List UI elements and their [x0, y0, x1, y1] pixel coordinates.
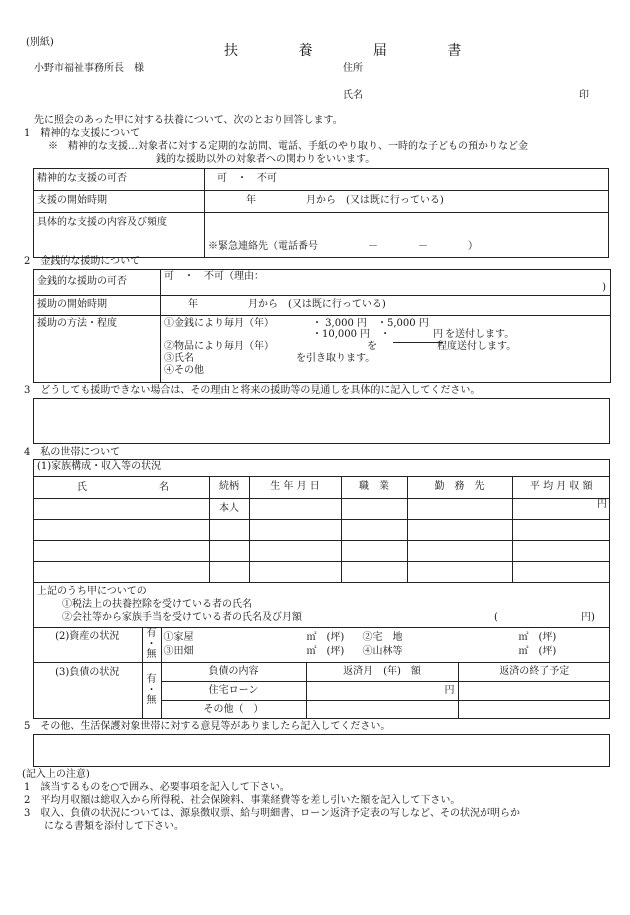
s1-label-possible: 精神的な支援の可否 [34, 169, 205, 191]
assets-table [33, 627, 610, 663]
family-subheading: (1)家族構成・収入等の状況 [37, 461, 162, 472]
address-label: 住所 [343, 63, 363, 74]
s1-value-detail[interactable]: ※緊急連絡先（電話番号 － － ） [205, 213, 609, 258]
assets-yes-no[interactable]: 有 ・ 無 [142, 628, 161, 663]
family-table [33, 476, 610, 583]
section2-heading: 2 金銭的な援助について [24, 256, 141, 267]
s1-label-detail: 具体的な支援の内容及び頻度 [34, 213, 205, 258]
col-dob: 生 年 月 日 [249, 477, 341, 499]
s2-label-start: 援助の開始時期 [34, 296, 161, 316]
col-job: 職 業 [341, 477, 407, 499]
s2-label-method: 援助の方法・程度 [34, 316, 161, 383]
debt-other[interactable]: その他（ ） [161, 701, 306, 719]
addressee: 小野市福祉事務所長 様 [34, 63, 144, 74]
debt-col-end: 返済の終了予定 [458, 663, 610, 682]
among-label: 上記のうち甲についての [37, 586, 147, 597]
section1-note-cont: 銭的な援助以外の対象者への関わりをいいます。 [156, 154, 376, 165]
col-name: 氏 名 [33, 477, 209, 499]
debt-col-monthly: 返済月 (年) 額 [306, 663, 458, 682]
tax-dependent-label: ①税法上の扶養控除を受けている者の氏名 [62, 599, 252, 610]
note-3: 3 収入、負債の状況については、源泉徴収票、給与明細書、ローン返済予定表の写しなど、その状況が明らか [24, 808, 520, 819]
section5-heading: 5 その他、生活保護対象世帯に対する意見等がありましたら記入してください。 [24, 721, 391, 732]
col-income: 平 均 月 収 額 [512, 477, 610, 499]
table-row [33, 499, 610, 520]
debt-housing-loan: 住宅ローン [161, 682, 306, 701]
self-relation: 本人 [209, 499, 249, 520]
notes-heading: (記入上の注意) [22, 769, 90, 780]
s2-value-possible[interactable]: 可 ・ 不可（理由： ) [161, 270, 611, 296]
seal-mark: 印 [579, 90, 589, 101]
section5-opinion-box[interactable] [33, 734, 610, 767]
section2-table [33, 269, 611, 383]
table-row [33, 520, 610, 541]
debt-yes-no[interactable]: 有 ・ 無 [142, 663, 161, 719]
allowance-open: ( [494, 612, 498, 623]
section3-reason-box[interactable] [33, 398, 610, 444]
col-relation: 続柄 [209, 477, 249, 499]
note-1: 1 該当するものを○で囲み、必要事項を記入して下さい。 [24, 782, 290, 793]
attachment-label: (別紙) [26, 37, 54, 48]
income-yen[interactable]: 円 [512, 499, 610, 520]
section1-table [33, 168, 609, 258]
s2-label-possible: 金銭的な援助の可否 [34, 270, 161, 296]
section4-heading: 4 私の世帯について [24, 447, 121, 458]
note-3-cont: になる書類を添付して下さい。 [44, 821, 184, 832]
s1-value-start[interactable]: 年 月から (又は既に行っている) [205, 191, 609, 213]
allowance-close: 円) [581, 612, 595, 623]
name-label: 氏名 [343, 90, 363, 101]
section1-note: ※ 精神的な支援…対象者に対する定期的な訪問、電話、手紙のやり取り、一時的な子どもの預かりなど金 [48, 141, 528, 152]
table-row [33, 541, 610, 562]
intro-text: 先に照会のあった甲に対する扶養について、次のとおり回答します。 [34, 115, 343, 126]
s2-value-method[interactable]: ①金銭により毎月（年） ・ 3,000 円 ・5,000 円 ・10,000 円 ・ 円 を送付します。 ②物品により毎月（年） を 程度送付します。 ③氏名 を引き取ります。 ④その他 [161, 316, 611, 383]
section1-heading: 1 精神的な支援について [24, 128, 141, 139]
s1-value-possible[interactable]: 可 ・ 不可 [205, 169, 609, 191]
note-2: 2 平均月収額は総収入から所得税、社会保険料、事業経費等を差し引いた額を記入して下さい。 [24, 795, 461, 806]
debt-monthly-yen[interactable]: 円 [306, 682, 458, 701]
assets-label: (2)資産の状況 [33, 628, 142, 663]
debt-table [33, 662, 610, 719]
form-title: 扶 養 届 書 [224, 43, 490, 59]
table-row [33, 562, 610, 583]
s1-label-start: 支援の開始時期 [34, 191, 205, 213]
debt-label: (3)負債の状況 [33, 663, 142, 719]
assets-detail[interactable]: ①家屋 ㎡ (坪) ②宅 地 ㎡ (坪) ③田畑 ㎡ (坪) ④山林等 ㎡ (坪) [161, 628, 610, 663]
family-allowance-label: ②会社等から家族手当を受けている者の氏名及び月額 [62, 612, 302, 623]
section3-heading: 3 どうしても援助できない場合は、その理由と将来の援助等の見通しを具体的に記入してください。 [24, 385, 481, 396]
debt-col-content: 負債の内容 [161, 663, 306, 682]
s2-value-start[interactable]: 年 月から (又は既に行っている) [161, 296, 611, 316]
col-workplace: 勤 務 先 [407, 477, 512, 499]
